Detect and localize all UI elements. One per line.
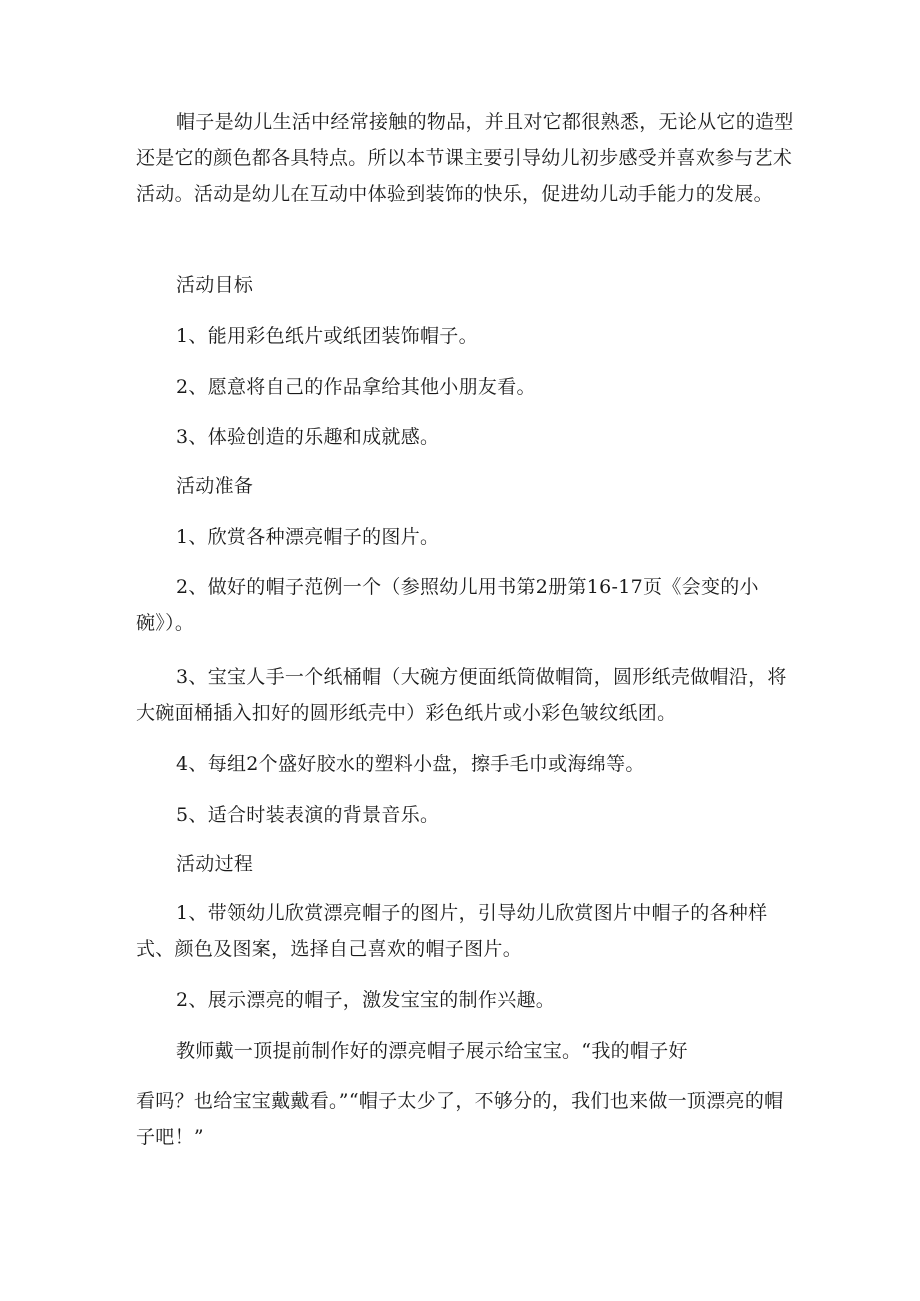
prep-item-2: 2、做好的帽子范例一个（参照幼儿用书第2册第16-17页《会变的小碗》）。 — [136, 576, 759, 634]
teacher-quote-continuation: 看吗？也给宝宝戴戴看。”“帽子太少了，不够分的，我们也来做一顶漂亮的帽子吧！” — [136, 1090, 784, 1148]
teacher-quote-line-1: 教师戴一顶提前制作好的漂亮帽子展示给宝宝。“我的帽子好 — [176, 1040, 688, 1062]
section-heading-process: 活动过程 — [176, 853, 254, 875]
prep-item-5: 5、适合时装表演的背景音乐。 — [176, 804, 440, 826]
prep-item-4: 4、每组2个盛好胶水的塑料小盘，擦手毛巾或海绵等。 — [176, 753, 645, 775]
process-item-2: 2、展示漂亮的帽子，激发宝宝的制作兴趣。 — [176, 989, 556, 1011]
goal-item-1: 1、能用彩色纸片或纸团装饰帽子。 — [176, 325, 478, 347]
goal-item-2: 2、愿意将自己的作品拿给其他小朋友看。 — [176, 376, 536, 398]
section-heading-prep: 活动准备 — [176, 475, 254, 497]
goal-item-3: 3、体验创造的乐趣和成就感。 — [176, 426, 440, 448]
intro-paragraph: 帽子是幼儿生活中经常接触的物品，并且对它都很熟悉，无论从它的造型还是它的颜色都各具特点。所以本节课主要引导幼儿初步感受并喜欢参与艺术活动。活动是幼儿在互动中体验到装饰的快乐，促进幼儿动手能力的发展。 — [136, 111, 794, 205]
prep-item-1: 1、欣赏各种漂亮帽子的图片。 — [176, 526, 440, 548]
process-item-1: 1、带领幼儿欣赏漂亮帽子的图片，引导幼儿欣赏图片中帽子的各种样式、颜色及图案，选择自己喜欢的帽子图片。 — [136, 902, 768, 960]
prep-item-3: 3、宝宝人手一个纸桶帽（大碗方便面纸筒做帽筒，圆形纸壳做帽沿，将大碗面桶插入扣好的圆形纸壳中）彩色纸片或小彩色皱纹纸团。 — [136, 666, 787, 724]
section-heading-goals: 活动目标 — [176, 274, 254, 296]
